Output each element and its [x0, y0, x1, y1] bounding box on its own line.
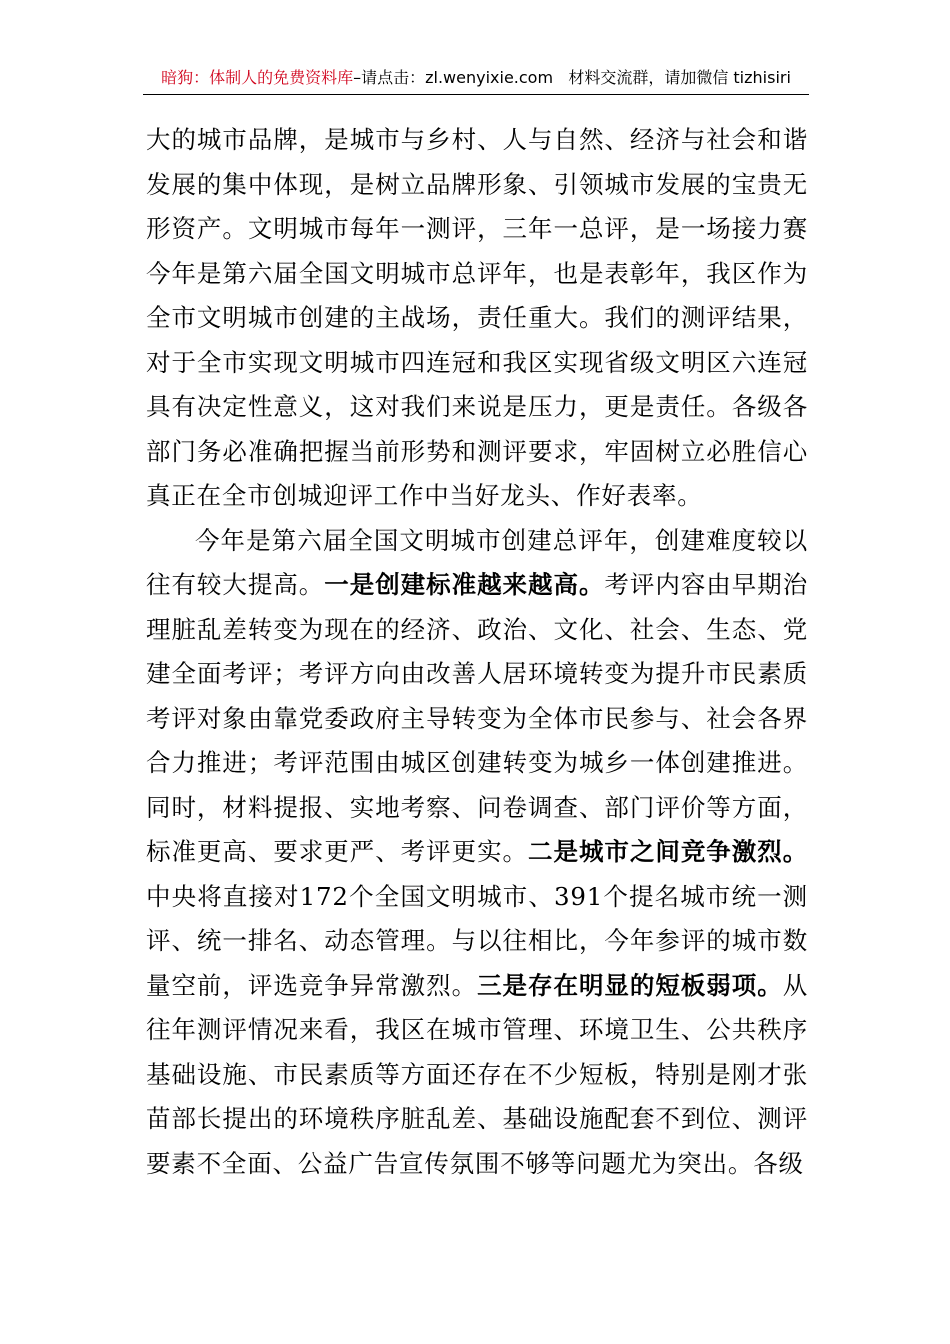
paragraph-2	[146, 519, 808, 1187]
paragraph-text: 中央将直接对172个全国文明城市、391个提名城市统一测评、统一排名、动态管理。与以往相比，今年参评的城市数量空前，评选竞争异常激烈。	[146, 881, 808, 1000]
header-group-note: 材料交流群，请加微信 tizhisiri	[568, 68, 791, 87]
header-link-prompt: –请点击：	[353, 68, 426, 87]
paragraph-text: 从往年测评情况来看，我区在城市管理、环境卫生、公共秩序基础设施、市民素质等方面还存在不少短板，特别是刚才张苗部长提出的环境秩序脏乱差、基础设施配套不到位、测评要素不全面、公益广告宣传氛围不够等问题尤为突出。各级	[146, 970, 808, 1178]
paragraph-1	[146, 118, 808, 519]
document-body	[146, 118, 808, 1186]
paragraph-text: 今年是第六届全国文明城市创建总评年，创建难度较以往有较大提高。	[146, 525, 808, 599]
bold-heading-1: 一是创建标准越来越高。	[324, 570, 605, 599]
bold-heading-3: 三是存在明显的短板弱项。	[477, 970, 783, 1000]
page-header	[143, 62, 809, 95]
bold-heading-2: 二是城市之间竞争激烈。	[528, 837, 808, 866]
header-url-link[interactable]: zl.wenyixie.com	[425, 68, 554, 87]
paragraph-text: 考评内容由早期治理脏乱差转变为现在的经济、政治、文化、社会、生态、党建全面考评；考评方向由改善人居环境转变为提升市民素质考评对象由靠党委政府主导转变为全体市民参与、社会各界合力推进；考评范围由城区创建转变为城乡一体创建推进。同时，材料提报、实地考察、问卷调查、部门评价等方面，标准更高、要求更严、考评更实。	[146, 570, 808, 866]
paragraph-text: 大的城市品牌，是城市与乡村、人与自然、经济与社会和谐发展的集中体现，是树立品牌形象、引领城市发展的宝贵无形资产。文明城市每年一测评，三年一总评，是一场接力赛今年是第六届全国文明城市总评年，也是表彰年，我区作为全市文明城市创建的主战场，责任重大。我们的测评结果，对于全市实现文明城市四连冠和我区实现省级文明区六连冠具有决定性意义，这对我们来说是压力，更是责任。各级各部门务必准确把握当前形势和测评要求，牢固树立必胜信心真正在全市创城迎评工作中当好龙头、作好表率。	[146, 125, 808, 510]
header-site-name: 暗狗：体制人的免费资料库	[161, 68, 354, 87]
